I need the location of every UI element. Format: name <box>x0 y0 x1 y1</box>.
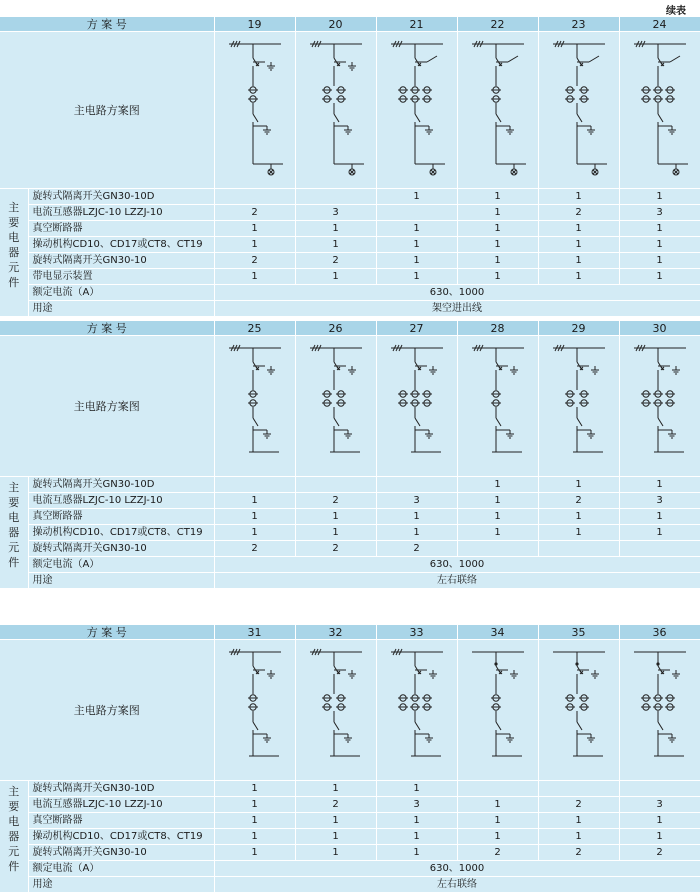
scheme-number: 27 <box>376 321 457 336</box>
component-quantity: 2 <box>457 845 538 861</box>
rated-current-label: 额定电流（A） <box>28 861 214 877</box>
component-quantity: 1 <box>619 237 700 253</box>
scheme-table <box>0 321 700 589</box>
component-name: 操动机构CD10、CD17或CT8、CT19 <box>28 829 214 845</box>
component-quantity: 2 <box>295 493 376 509</box>
circuit-schematic <box>472 652 524 756</box>
usage-value: 左右联络 <box>214 573 700 589</box>
rated-current-value: 630、1000 <box>214 861 700 877</box>
component-quantity: 1 <box>457 269 538 285</box>
component-quantity <box>619 781 700 797</box>
circuit-schematic <box>310 41 364 175</box>
circuit-diagram <box>539 642 619 778</box>
scheme-number: 30 <box>619 321 700 336</box>
component-name: 旋转式隔离开关GN30-10D <box>28 189 214 205</box>
circuit-diagram <box>458 34 538 186</box>
component-quantity: 1 <box>619 221 700 237</box>
breaker-blade <box>334 114 339 122</box>
component-quantity: 1 <box>538 221 619 237</box>
component-quantity: 1 <box>457 509 538 525</box>
usage-label: 用途 <box>28 877 214 893</box>
component-quantity: 1 <box>457 493 538 509</box>
component-quantity: 1 <box>457 221 538 237</box>
component-quantity: 1 <box>538 237 619 253</box>
component-quantity: 1 <box>538 829 619 845</box>
gutter-char: 主 <box>8 784 20 798</box>
component-name: 电流互感器LZJC-10 LZZJ-10 <box>28 797 214 813</box>
circuit-diagram <box>458 642 538 778</box>
component-name: 旋转式隔离开关GN30-10 <box>28 253 214 269</box>
usage-value: 左右联络 <box>214 877 700 893</box>
gutter-char: 器 <box>8 829 20 843</box>
circuit-diagram-cell <box>457 336 538 477</box>
gutter-char: 电 <box>8 510 20 524</box>
scheme-number-header: 方 案 号 <box>0 625 214 640</box>
component-quantity: 3 <box>376 797 457 813</box>
component-quantity: 1 <box>619 509 700 525</box>
component-quantity: 1 <box>295 221 376 237</box>
scheme-table <box>0 625 700 893</box>
component-quantity: 2 <box>538 845 619 861</box>
rated-current-label: 额定电流（A） <box>28 557 214 573</box>
circuit-diagram-cell <box>214 640 295 781</box>
main-circuit-diagram-label: 主电路方案图 <box>0 336 214 477</box>
component-quantity <box>214 477 295 493</box>
gutter-char: 元 <box>8 260 20 274</box>
breaker-blade <box>577 114 582 122</box>
component-name: 电流互感器LZJC-10 LZZJ-10 <box>28 493 214 509</box>
component-quantity: 1 <box>619 253 700 269</box>
main-circuit-diagram-label: 主电路方案图 <box>0 32 214 189</box>
component-quantity <box>457 781 538 797</box>
component-quantity: 2 <box>538 797 619 813</box>
component-quantity: 1 <box>457 189 538 205</box>
component-quantity: 2 <box>538 493 619 509</box>
circuit-diagram-cell <box>457 32 538 189</box>
gutter-char: 电 <box>8 230 20 244</box>
component-quantity: 3 <box>295 205 376 221</box>
breaker-blade <box>334 722 339 730</box>
component-quantity: 2 <box>214 205 295 221</box>
component-name: 真空断路器 <box>28 813 214 829</box>
breaker-blade <box>253 418 258 426</box>
circuit-schematic <box>391 649 443 756</box>
circuit-diagram <box>620 338 700 474</box>
circuit-diagram-cell <box>376 32 457 189</box>
component-quantity: 1 <box>457 237 538 253</box>
component-quantity <box>457 541 538 557</box>
scheme-number: 24 <box>619 17 700 32</box>
component-quantity: 1 <box>376 237 457 253</box>
component-quantity: 1 <box>214 845 295 861</box>
component-quantity: 2 <box>619 845 700 861</box>
component-name: 操动机构CD10、CD17或CT8、CT19 <box>28 525 214 541</box>
breaker-blade <box>658 418 663 426</box>
component-quantity: 1 <box>457 477 538 493</box>
circuit-diagram-cell <box>295 640 376 781</box>
gutter-char: 元 <box>8 540 20 554</box>
gutter-spacer <box>0 573 28 589</box>
circuit-diagram-cell <box>619 336 700 477</box>
circuit-diagram <box>539 338 619 474</box>
component-quantity: 1 <box>538 525 619 541</box>
gutter-char: 器 <box>8 245 20 259</box>
circuit-schematic <box>391 345 443 452</box>
component-quantity: 2 <box>376 541 457 557</box>
component-quantity: 1 <box>376 781 457 797</box>
circuit-schematic <box>229 649 281 756</box>
component-quantity: 1 <box>376 269 457 285</box>
component-quantity: 2 <box>538 205 619 221</box>
circuit-diagram <box>377 642 457 778</box>
scheme-number-header: 方 案 号 <box>0 321 214 336</box>
scheme-table <box>0 17 700 317</box>
circuit-diagram-cell <box>619 640 700 781</box>
component-quantity: 1 <box>619 269 700 285</box>
gutter-spacer <box>0 301 28 317</box>
component-quantity <box>214 189 295 205</box>
gutter-char: 件 <box>8 555 20 569</box>
scheme-number-header: 方 案 号 <box>0 17 214 32</box>
circuit-diagram <box>620 34 700 186</box>
breaker-blade <box>253 114 258 122</box>
circuit-schematic <box>310 345 362 452</box>
usage-label: 用途 <box>28 573 214 589</box>
component-quantity: 1 <box>295 525 376 541</box>
circuit-diagram-cell <box>538 336 619 477</box>
component-quantity: 1 <box>376 189 457 205</box>
circuit-schematic <box>634 41 688 175</box>
component-quantity: 1 <box>457 525 538 541</box>
component-quantity: 1 <box>538 813 619 829</box>
circuit-schematic <box>472 345 524 452</box>
scheme-number: 25 <box>214 321 295 336</box>
component-quantity <box>295 477 376 493</box>
component-quantity: 1 <box>457 205 538 221</box>
scheme-number: 33 <box>376 625 457 640</box>
component-quantity: 1 <box>214 525 295 541</box>
circuit-schematic <box>634 652 686 756</box>
component-quantity: 1 <box>295 845 376 861</box>
rated-current-value: 630、1000 <box>214 285 700 301</box>
gutter-char: 主 <box>8 480 20 494</box>
component-quantity: 1 <box>619 477 700 493</box>
circuit-diagram-cell <box>214 336 295 477</box>
component-name: 操动机构CD10、CD17或CT8、CT19 <box>28 237 214 253</box>
scheme-number: 26 <box>295 321 376 336</box>
component-quantity: 1 <box>214 269 295 285</box>
component-quantity: 1 <box>295 813 376 829</box>
component-quantity: 1 <box>619 189 700 205</box>
circuit-diagram-cell <box>457 640 538 781</box>
component-quantity <box>295 189 376 205</box>
gutter-char: 要 <box>8 495 20 509</box>
breaker-blade <box>415 418 420 426</box>
component-quantity: 1 <box>295 269 376 285</box>
component-quantity: 1 <box>295 509 376 525</box>
gutter-char: 主 <box>8 200 20 214</box>
component-quantity: 1 <box>376 813 457 829</box>
component-quantity: 1 <box>376 509 457 525</box>
component-quantity: 1 <box>295 237 376 253</box>
circuit-diagram <box>458 338 538 474</box>
breaker-blade <box>496 418 501 426</box>
breaker-blade <box>658 114 663 122</box>
circuit-diagram <box>377 338 457 474</box>
component-quantity: 1 <box>538 509 619 525</box>
scheme-number: 35 <box>538 625 619 640</box>
component-name: 真空断路器 <box>28 509 214 525</box>
main-components-label <box>0 477 28 573</box>
circuit-schematic <box>310 649 362 756</box>
circuit-diagram <box>620 642 700 778</box>
component-quantity: 1 <box>619 813 700 829</box>
component-quantity <box>619 541 700 557</box>
gutter-char: 器 <box>8 525 20 539</box>
circuit-schematic <box>229 41 283 175</box>
component-name: 电流互感器LZJC-10 LZZJ-10 <box>28 205 214 221</box>
component-quantity: 1 <box>457 253 538 269</box>
breaker-blade <box>334 418 339 426</box>
component-quantity: 2 <box>295 541 376 557</box>
component-quantity <box>376 205 457 221</box>
breaker-blade <box>253 722 258 730</box>
component-quantity: 1 <box>214 237 295 253</box>
breaker-blade <box>577 418 582 426</box>
continued-label: 续表 <box>666 6 686 17</box>
circuit-diagram-cell <box>376 336 457 477</box>
breaker-blade <box>496 722 501 730</box>
component-quantity: 1 <box>538 253 619 269</box>
main-components-label <box>0 781 28 877</box>
component-quantity: 2 <box>214 541 295 557</box>
gutter-char: 件 <box>8 859 20 873</box>
circuit-schematic <box>553 652 605 756</box>
circuit-diagram <box>215 338 295 474</box>
component-quantity: 1 <box>214 813 295 829</box>
component-quantity: 1 <box>457 813 538 829</box>
earthing-switch <box>670 56 680 62</box>
gutter-char: 件 <box>8 275 20 289</box>
scheme-number: 21 <box>376 17 457 32</box>
circuit-diagram-cell <box>295 32 376 189</box>
breaker-blade <box>577 722 582 730</box>
circuit-diagram <box>296 642 376 778</box>
component-quantity: 1 <box>538 189 619 205</box>
component-quantity: 1 <box>538 477 619 493</box>
usage-label: 用途 <box>28 301 214 317</box>
component-quantity: 2 <box>214 253 295 269</box>
circuit-diagram-cell <box>538 640 619 781</box>
gutter-char: 要 <box>8 799 20 813</box>
component-name: 旋转式隔离开关GN30-10D <box>28 477 214 493</box>
component-quantity: 1 <box>376 845 457 861</box>
earthing-switch <box>427 56 437 62</box>
component-quantity: 1 <box>295 781 376 797</box>
circuit-schematic <box>634 345 686 452</box>
circuit-diagram <box>377 34 457 186</box>
circuit-diagram-cell <box>619 32 700 189</box>
component-name: 真空断路器 <box>28 221 214 237</box>
circuit-diagram-cell <box>214 32 295 189</box>
circuit-schematic <box>553 41 607 175</box>
component-name: 旋转式隔离开关GN30-10 <box>28 845 214 861</box>
component-quantity: 2 <box>295 797 376 813</box>
component-quantity: 1 <box>214 829 295 845</box>
scheme-number: 34 <box>457 625 538 640</box>
scheme-number: 22 <box>457 17 538 32</box>
component-quantity: 1 <box>457 829 538 845</box>
breaker-blade <box>496 114 501 122</box>
scheme-number: 19 <box>214 17 295 32</box>
gutter-char: 元 <box>8 844 20 858</box>
component-quantity: 1 <box>376 829 457 845</box>
component-quantity: 1 <box>295 829 376 845</box>
component-quantity: 1 <box>214 781 295 797</box>
usage-value: 架空进出线 <box>214 301 700 317</box>
earthing-switch <box>508 56 518 62</box>
component-name: 旋转式隔离开关GN30-10D <box>28 781 214 797</box>
component-quantity: 1 <box>376 253 457 269</box>
circuit-diagram-cell <box>376 640 457 781</box>
scheme-number: 23 <box>538 17 619 32</box>
circuit-schematic <box>391 41 445 175</box>
circuit-diagram <box>215 642 295 778</box>
circuit-diagram <box>296 338 376 474</box>
gutter-spacer <box>0 877 28 893</box>
circuit-schematic <box>472 41 526 175</box>
component-quantity: 3 <box>619 797 700 813</box>
circuit-diagram <box>539 34 619 186</box>
component-quantity: 1 <box>619 525 700 541</box>
component-quantity <box>538 781 619 797</box>
rated-current-value: 630、1000 <box>214 557 700 573</box>
circuit-diagram-cell <box>295 336 376 477</box>
component-quantity <box>538 541 619 557</box>
circuit-schematic <box>229 345 281 452</box>
component-quantity: 1 <box>457 797 538 813</box>
breaker-blade <box>415 114 420 122</box>
component-quantity: 1 <box>538 269 619 285</box>
circuit-diagram <box>215 34 295 186</box>
scheme-number: 31 <box>214 625 295 640</box>
scheme-number: 20 <box>295 17 376 32</box>
component-quantity: 3 <box>376 493 457 509</box>
component-quantity: 3 <box>619 205 700 221</box>
gutter-char: 电 <box>8 814 20 828</box>
circuit-diagram <box>296 34 376 186</box>
component-name: 旋转式隔离开关GN30-10 <box>28 541 214 557</box>
breaker-blade <box>415 722 420 730</box>
component-quantity: 3 <box>619 493 700 509</box>
scheme-number: 28 <box>457 321 538 336</box>
component-quantity: 2 <box>295 253 376 269</box>
component-quantity: 1 <box>376 221 457 237</box>
earthing-switch <box>589 56 599 62</box>
scheme-number: 29 <box>538 321 619 336</box>
component-quantity <box>376 477 457 493</box>
component-quantity: 1 <box>214 797 295 813</box>
component-quantity: 1 <box>214 221 295 237</box>
component-name: 带电显示装置 <box>28 269 214 285</box>
circuit-schematic <box>553 345 605 452</box>
scheme-number: 32 <box>295 625 376 640</box>
main-components-label <box>0 189 28 301</box>
gutter-char: 要 <box>8 215 20 229</box>
breaker-blade <box>658 722 663 730</box>
scheme-number: 36 <box>619 625 700 640</box>
rated-current-label: 额定电流（A） <box>28 285 214 301</box>
component-quantity: 1 <box>214 509 295 525</box>
component-quantity: 1 <box>214 493 295 509</box>
component-quantity: 1 <box>619 829 700 845</box>
circuit-diagram-cell <box>538 32 619 189</box>
component-quantity: 1 <box>376 525 457 541</box>
main-circuit-diagram-label: 主电路方案图 <box>0 640 214 781</box>
